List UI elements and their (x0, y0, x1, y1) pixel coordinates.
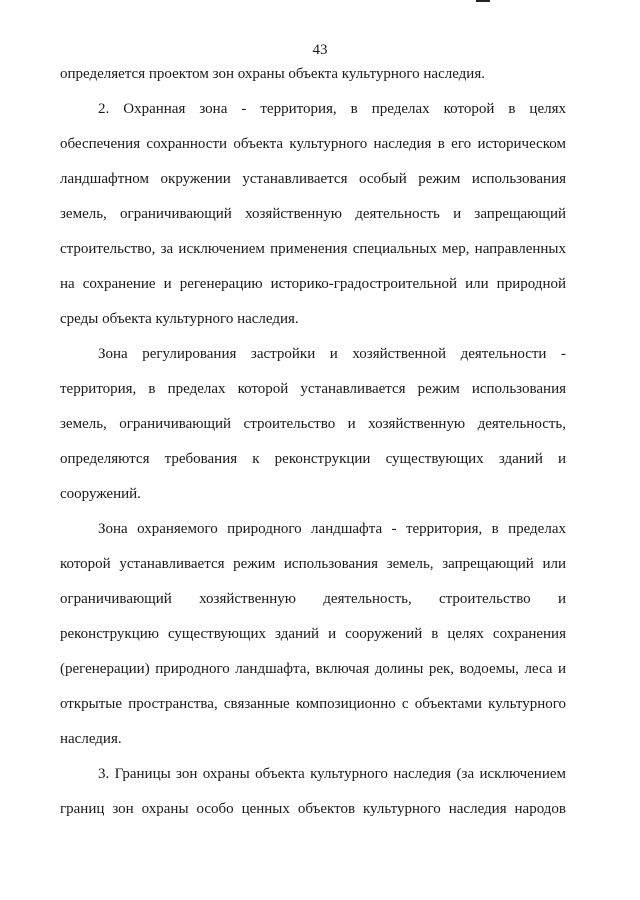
text-line: земель, ограничивающий хозяйственную деятельность и запрещающий (60, 206, 566, 222)
text-line: которой устанавливается режим использования земель, запрещающий или (60, 556, 566, 572)
text-line: определяется проектом зон охраны объекта культурного наследия. (60, 66, 485, 82)
text-line: территория, в пределах которой устанавливается режим использования (60, 381, 566, 397)
text-line: открытые пространства, связанные композиционно с объектами культурного (60, 696, 566, 712)
text-line: (регенерации) природного ландшафта, включая долины рек, водоемы, леса и (60, 661, 566, 677)
text-line: реконструкцию существующих зданий и сооружений в целях сохранения (60, 626, 566, 642)
document-body (60, 63, 566, 833)
scan-corner-mark (476, 0, 490, 2)
text-line: сооружений. (60, 486, 141, 502)
text-line: строительство, за исключением применения специальных мер, направленных (60, 241, 566, 257)
text-line: Зона регулирования застройки и хозяйственной деятельности - (98, 346, 566, 362)
text-line: земель, ограничивающий строительство и хозяйственную деятельность, (60, 416, 566, 432)
text-line: наследия. (60, 731, 122, 747)
text-line: Зона охраняемого природного ландшафта - территория, в пределах (98, 521, 566, 537)
text-line: 3. Границы зон охраны объекта культурного наследия (за исключением (98, 766, 566, 782)
text-line: обеспечения сохранности объекта культурного наследия в его историческом (60, 136, 566, 152)
text-line: 2. Охранная зона - территория, в пределах которой в целях (98, 101, 566, 117)
text-line: определяются требования к реконструкции существующих зданий и (60, 451, 566, 467)
text-line: границ зон охраны особо ценных объектов культурного наследия народов (60, 801, 566, 817)
text-line: ландшафтном окружении устанавливается особый режим использования (60, 171, 566, 187)
page-number: 43 (312, 42, 328, 58)
text-line: ограничивающий хозяйственную деятельность, строительство и (60, 591, 566, 607)
text-line: среды объекта культурного наследия. (60, 311, 299, 327)
text-line: на сохранение и регенерацию историко-градостроительной или природной (60, 276, 566, 292)
